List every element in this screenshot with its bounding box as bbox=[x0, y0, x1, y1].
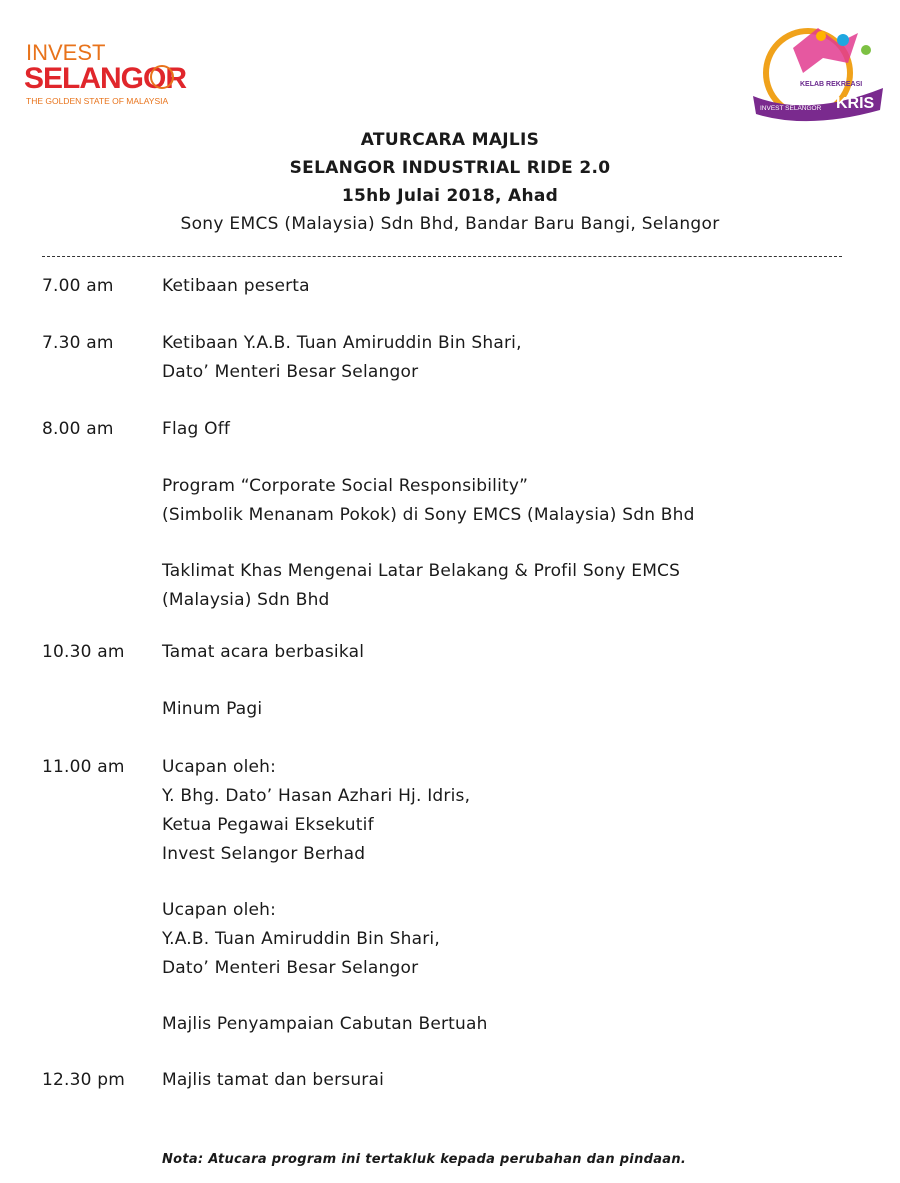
agenda-time: 7.30 am bbox=[42, 333, 114, 353]
heading-venue: Sony EMCS (Malaysia) Sdn Bhd, Bandar Baru Bangi, Selangor bbox=[180, 214, 720, 234]
agenda-time: 11.00 am bbox=[42, 757, 125, 777]
invest-selangor-logo bbox=[24, 38, 204, 118]
agenda-item-line: Taklimat Khas Mengenai Latar Belakang & Profil Sony EMCS bbox=[162, 561, 681, 581]
logo-invest-text: INVEST bbox=[26, 40, 106, 65]
kris-name-text: KRIS bbox=[836, 95, 875, 112]
agenda-item-line: Dato’ Menteri Besar Selangor bbox=[162, 362, 419, 382]
agenda-item-line: Majlis tamat dan bersurai bbox=[162, 1070, 385, 1090]
document-heading bbox=[0, 126, 900, 239]
agenda-item-line: Tamat acara berbasikal bbox=[162, 642, 365, 662]
agenda-time: 8.00 am bbox=[42, 419, 114, 439]
kris-figure-head-icon bbox=[861, 45, 871, 55]
dashed-divider bbox=[42, 256, 842, 257]
agenda-items bbox=[162, 272, 882, 301]
footnote: Nota: Atucara program ini tertakluk kepada perubahan dan pindaan. bbox=[162, 1152, 687, 1167]
agenda-items bbox=[162, 638, 882, 724]
agenda-item-line: Dato’ Menteri Besar Selangor bbox=[162, 958, 419, 978]
agenda-item-line: Ketibaan peserta bbox=[162, 276, 310, 296]
heading-title: ATURCARA MAJLIS bbox=[360, 130, 540, 150]
kris-arc-bottom-text: INVEST SELANGOR bbox=[760, 105, 822, 112]
agenda-item-line: (Simbolik Menanam Pokok) di Sony EMCS (Malaysia) Sdn Bhd bbox=[162, 505, 695, 525]
kris-arc-top-text: KELAB REKREASI bbox=[800, 81, 863, 88]
agenda-items bbox=[162, 329, 882, 387]
agenda-items bbox=[162, 753, 882, 1039]
agenda-time: 7.00 am bbox=[42, 276, 114, 296]
agenda-items bbox=[162, 1066, 882, 1095]
kris-figure-head-icon bbox=[816, 31, 826, 41]
agenda-item-line: Invest Selangor Berhad bbox=[162, 844, 366, 864]
agenda-item-line: Ucapan oleh: bbox=[162, 757, 277, 777]
logo-selangor-text: SELANGOR bbox=[24, 62, 187, 95]
agenda-items bbox=[162, 415, 882, 615]
agenda-item-line: Flag Off bbox=[162, 419, 231, 439]
agenda-item-line: (Malaysia) Sdn Bhd bbox=[162, 590, 330, 610]
agenda-item-line: Majlis Penyampaian Cabutan Bertuah bbox=[162, 1014, 488, 1034]
heading-event-name: SELANGOR INDUSTRIAL RIDE 2.0 bbox=[289, 158, 611, 178]
agenda-time: 12.30 pm bbox=[42, 1070, 126, 1090]
kris-figure-head-icon bbox=[837, 34, 849, 46]
agenda-time: 10.30 am bbox=[42, 642, 125, 662]
agenda-item-line: Y. Bhg. Dato’ Hasan Azhari Hj. Idris, bbox=[162, 786, 471, 806]
agenda-item-line: Ketibaan Y.A.B. Tuan Amiruddin Bin Shari, bbox=[162, 333, 522, 353]
agenda-item-line: Ucapan oleh: bbox=[162, 900, 277, 920]
agenda-item-line: Ketua Pegawai Eksekutif bbox=[162, 815, 374, 835]
agenda-item-line: Y.A.B. Tuan Amiruddin Bin Shari, bbox=[162, 929, 440, 949]
heading-date: 15hb Julai 2018, Ahad bbox=[341, 186, 559, 206]
agenda-item-line: Minum Pagi bbox=[162, 699, 263, 719]
kris-logo bbox=[748, 18, 888, 123]
logo-tagline-text: THE GOLDEN STATE OF MALAYSIA bbox=[26, 96, 169, 106]
agenda-item-line: Program “Corporate Social Responsibility” bbox=[162, 476, 529, 496]
